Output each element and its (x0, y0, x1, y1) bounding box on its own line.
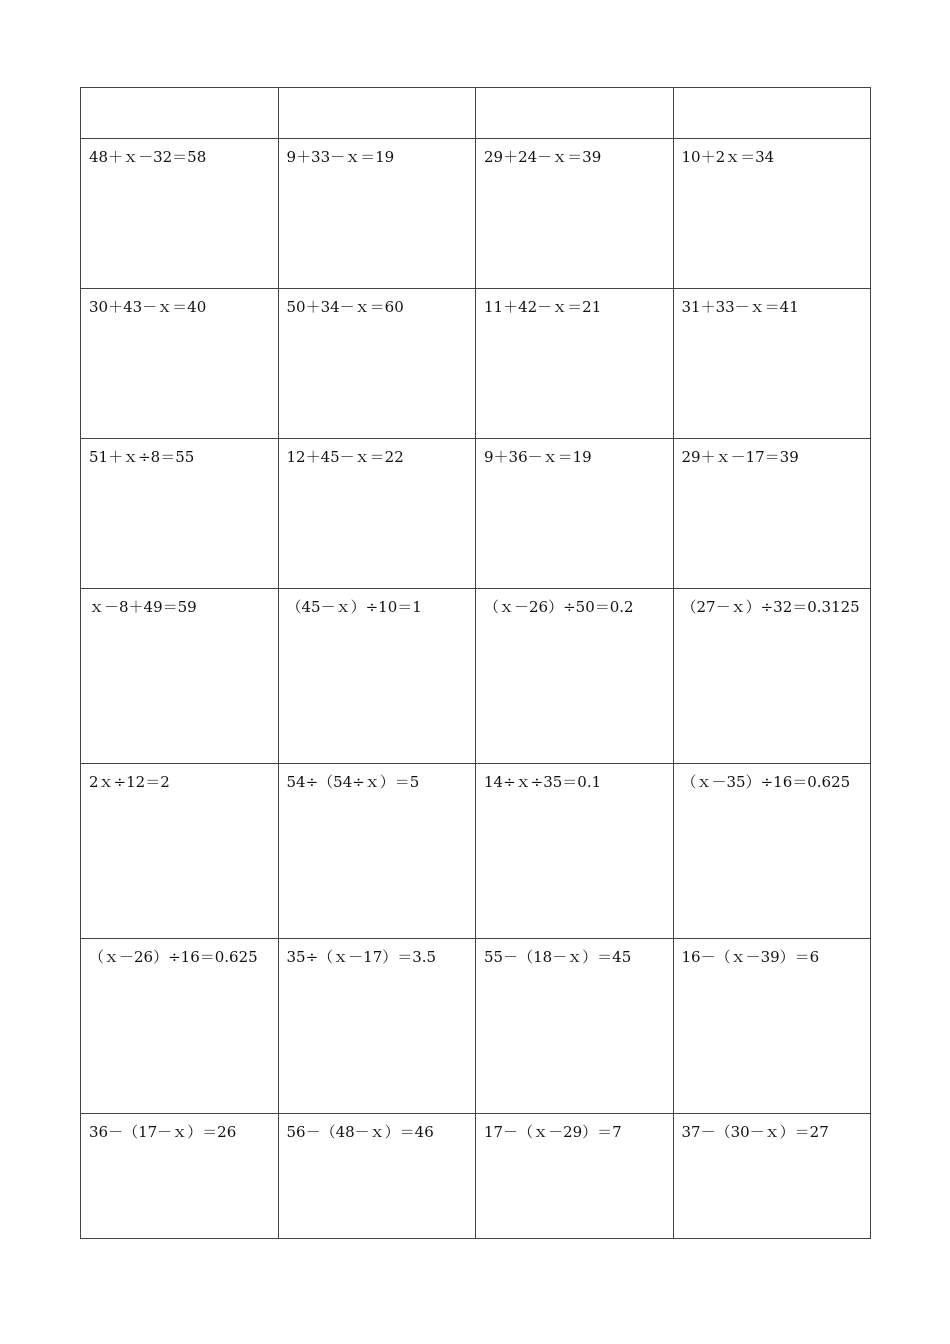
equation-cell: 50＋34－ｘ＝60 (278, 289, 476, 439)
equation-cell: 54÷（54÷ｘ）＝5 (278, 764, 476, 939)
equation-worksheet-table (80, 87, 871, 1239)
equation-cell: 30＋43－ｘ＝40 (81, 289, 279, 439)
equation-worksheet-body (81, 88, 871, 1239)
equation-cell: 10＋2ｘ＝34 (673, 139, 871, 289)
equation-cell: 48＋ｘ－32＝58 (81, 139, 279, 289)
table-row (81, 1114, 871, 1239)
equation-cell: 51＋ｘ÷8＝55 (81, 439, 279, 589)
equation-cell: 9＋33－ｘ＝19 (278, 139, 476, 289)
equation-cell: （ｘ－35）÷16＝0.625 (673, 764, 871, 939)
equation-cell: 55－（18－ｘ）＝45 (476, 939, 674, 1114)
equation-cell: 36－（17－ｘ）＝26 (81, 1114, 279, 1239)
equation-cell: 31＋33－ｘ＝41 (673, 289, 871, 439)
equation-cell: 9＋36－ｘ＝19 (476, 439, 674, 589)
table-cell (673, 88, 871, 139)
equation-cell: 12＋45－ｘ＝22 (278, 439, 476, 589)
equation-cell: 37－（30－ｘ）＝27 (673, 1114, 871, 1239)
table-cell (278, 88, 476, 139)
table-cell (81, 88, 279, 139)
equation-cell: （45－ｘ）÷10＝1 (278, 589, 476, 764)
equation-cell: 35÷（ｘ－17）＝3.5 (278, 939, 476, 1114)
equation-cell: （ｘ－26）÷50＝0.2 (476, 589, 674, 764)
table-row (81, 589, 871, 764)
table-cell (476, 88, 674, 139)
equation-cell: 56－（48－ｘ）＝46 (278, 1114, 476, 1239)
equation-cell: 14÷ｘ÷35＝0.1 (476, 764, 674, 939)
table-row (81, 764, 871, 939)
table-row (81, 289, 871, 439)
table-row (81, 439, 871, 589)
equation-cell: 29＋24－ｘ＝39 (476, 139, 674, 289)
table-row (81, 939, 871, 1114)
table-row (81, 139, 871, 289)
equation-cell: 17－（ｘ－29）＝7 (476, 1114, 674, 1239)
table-row-header (81, 88, 871, 139)
equation-cell: 2ｘ÷12＝2 (81, 764, 279, 939)
equation-cell: （27－ｘ）÷32＝0.3125 (673, 589, 871, 764)
equation-cell: 11＋42－ｘ＝21 (476, 289, 674, 439)
equation-cell: （ｘ－26）÷16＝0.625 (81, 939, 279, 1114)
equation-cell: 16－（ｘ－39）＝6 (673, 939, 871, 1114)
equation-cell: ｘ－8＋49＝59 (81, 589, 279, 764)
equation-cell: 29＋ｘ－17＝39 (673, 439, 871, 589)
